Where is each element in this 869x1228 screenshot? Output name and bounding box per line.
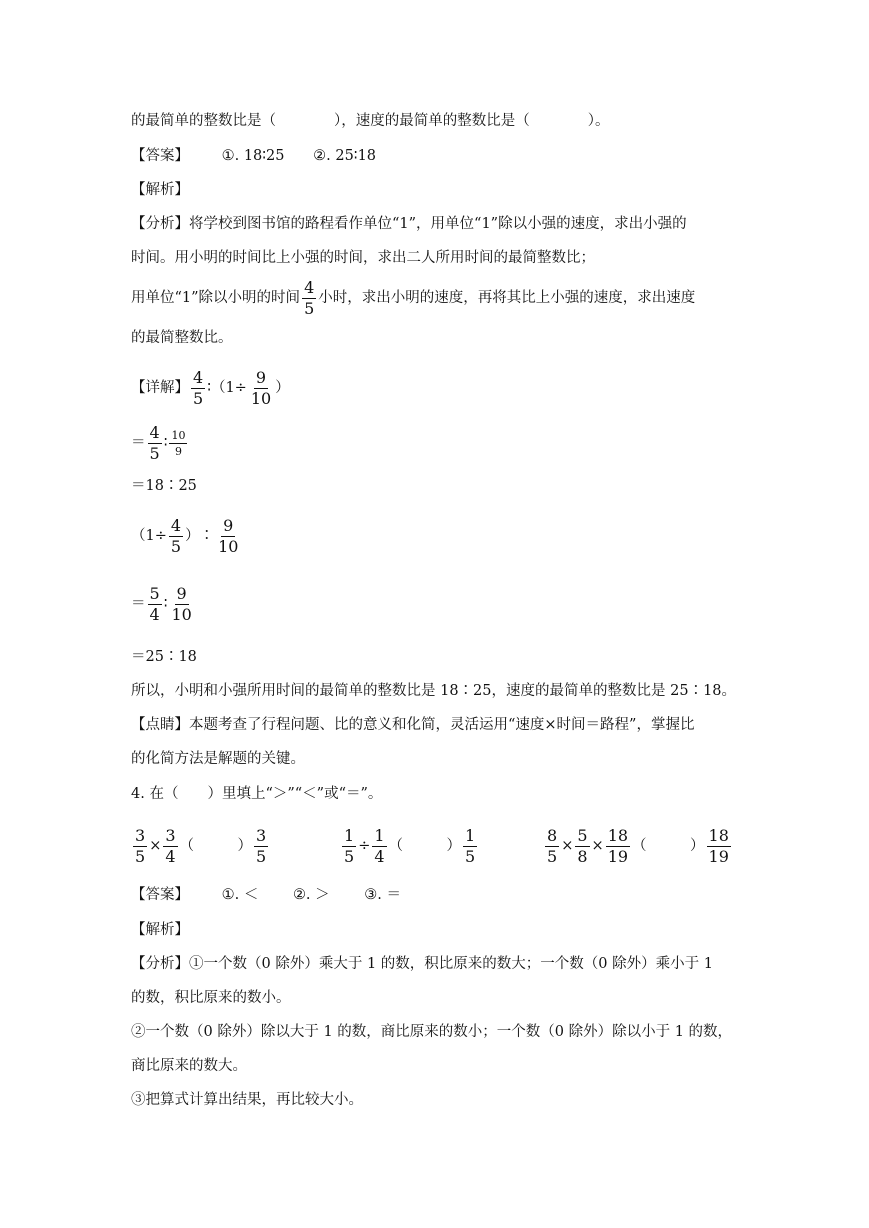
fraction: $\frac{4}{5}$ [304, 277, 315, 318]
fraction: $\frac{9}{10}$ [171, 583, 192, 624]
answer-1: ①. ＜ [221, 887, 259, 903]
analysis-label: 【解析】 [131, 182, 189, 198]
q3-analysis-line3 [131, 276, 695, 320]
q4-analysis-line1: 【分析】①一个数（0 除外）乘大于 1 的数，积比原来的数大；一个数（0 除外）乘小于 1 [131, 956, 713, 972]
fraction: $\frac{18}{19}$ [708, 825, 729, 866]
fraction: $\frac{3}{4}$ [165, 825, 176, 866]
q3-analysis-line4: 的最简整数比。 [131, 330, 233, 346]
operator: ÷ [358, 838, 371, 854]
q3-analysis-line1: 【分析】将学校到图书馆的路程看作单位“1”，用单位“1”除以小强的速度，求出小强的 [131, 216, 687, 232]
answer-blank[interactable]: （ ） [632, 838, 705, 854]
q4-analysis-line3: ②一个数（0 除外）除以大于 1 的数，商比原来的数小；一个数（0 除外）除以小于 1 的数， [131, 1024, 733, 1040]
review-line2: 的化简方法是解题的关键。 [131, 751, 305, 767]
answer-blank[interactable]: （ ） [179, 838, 253, 854]
fraction: $\frac{4}{5}$ [149, 422, 160, 463]
q3-analysis-line3-after: 小时，求出小明的速度，再将其比上小强的速度，求出速度 [318, 290, 696, 306]
q4-analysis-line5: ③把算式计算出结果，再比较大小。 [131, 1092, 363, 1108]
answer-label: 【答案】 [131, 887, 189, 903]
answer-blank[interactable]: （ ） [388, 838, 462, 854]
q3-answer [131, 146, 376, 166]
fraction: $\frac{9}{10}$ [218, 515, 239, 556]
operator: × [591, 838, 604, 854]
q4-expression-2 [340, 823, 479, 869]
fraction: $\frac{3}{5}$ [135, 825, 146, 866]
analysis-label: 【解析】 [131, 922, 189, 938]
q3-analysis-line3-before: 用单位“1”除以小明的时间 [131, 290, 301, 306]
fraction: $\frac{8}{5}$ [547, 825, 558, 866]
fraction: $\frac{5}{4}$ [149, 583, 160, 624]
fraction: $\frac{9}{10}$ [250, 367, 272, 408]
fraction: $\frac{1}{4}$ [374, 825, 385, 866]
expression-text: ∶（1÷ [207, 380, 247, 396]
detail-label: 【详解】 [131, 380, 189, 396]
answer-2: ②. 25∶18 [313, 148, 377, 164]
fraction: $\frac{4}{5}$ [170, 515, 182, 556]
expression-text: ）∶ [185, 528, 215, 544]
answer-3: ③. ＝ [364, 887, 401, 903]
detail-step-5 [131, 580, 196, 628]
review-line1: 【点睛】本题考查了行程问题、比的意义和化简，灵活运用“速度×时间＝路程”，掌握比 [131, 717, 695, 733]
equals-sign: ＝ [131, 596, 146, 612]
fraction: $\frac{1}{5}$ [344, 825, 355, 866]
q3-analysis-line2: 时间。用小明的时间比上小强的时间，求出二人所用时间的最简整数比； [131, 250, 595, 266]
q4-analysis-line4: 商比原来的数大。 [131, 1058, 247, 1074]
detail-step-2 [131, 420, 189, 466]
q4-stem: 4. 在（ ）里填上“＞”“＜”或“＝”。 [131, 786, 383, 802]
detail-step-1 [131, 365, 290, 411]
expression-text: （1÷ [131, 528, 167, 544]
q4-analysis-line2: 的数，积比原来的数小。 [131, 990, 291, 1006]
ratio-colon: ∶ [163, 596, 168, 612]
operator: × [149, 838, 162, 854]
fraction: $\frac{18}{19}$ [607, 825, 629, 866]
fraction: $\frac{10}{9}$ [171, 428, 186, 458]
answer-label: 【答案】 [131, 148, 189, 164]
operator: × [561, 838, 574, 854]
conclusion: 所以，小明和小强所用时间的最简单的整数比是 18∶25，速度的最简单的整数比是 25∶18。 [131, 683, 737, 699]
detail-step-4 [131, 512, 242, 560]
q3-tail-text: 的最简单的整数比是（ ），速度的最简单的整数比是（ ）。 [131, 113, 610, 129]
fraction: $\frac{3}{5}$ [256, 825, 267, 866]
q4-expression-3 [543, 823, 733, 869]
fraction: $\frac{4}{5}$ [193, 367, 204, 408]
q4-answer [131, 885, 401, 905]
equals-sign: ＝ [131, 435, 146, 451]
answer-2: ②. ＞ [292, 887, 330, 903]
answer-1: ①. 18∶25 [221, 148, 285, 164]
expression-text: ） [275, 380, 290, 396]
q4-expression-1 [131, 823, 270, 869]
detail-step-3: ＝18∶25 [131, 478, 197, 494]
fraction: $\frac{1}{5}$ [465, 825, 476, 866]
detail-step-6: ＝25∶18 [131, 649, 197, 665]
fraction: $\frac{5}{8}$ [577, 825, 588, 866]
ratio-colon: ∶ [163, 435, 168, 451]
